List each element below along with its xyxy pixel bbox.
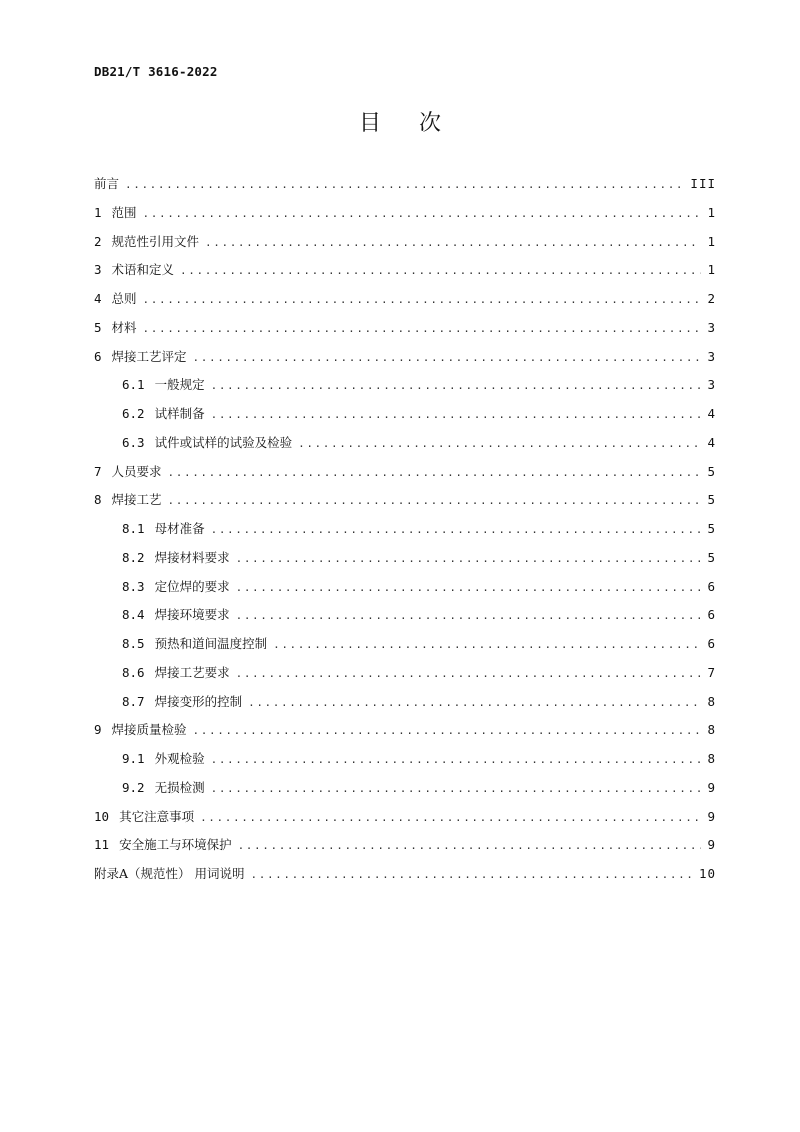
- dot-leader: [168, 487, 702, 516]
- toc-entry-title: 前言: [94, 176, 120, 191]
- toc-entry-number: 8.6: [122, 664, 145, 680]
- dot-leader: [180, 257, 701, 286]
- toc-entry-title: 无损检测: [154, 779, 205, 795]
- toc-entry-number: 10: [94, 808, 110, 824]
- toc-entry-number: 4: [94, 291, 102, 306]
- dot-leader: [205, 229, 701, 258]
- toc-entry[interactable]: [94, 400, 716, 429]
- dot-leader: [211, 401, 702, 430]
- toc-entry-number: 5: [94, 319, 102, 335]
- toc-entry-page: 9: [707, 837, 716, 853]
- dot-leader: [236, 602, 702, 631]
- toc-list: [94, 170, 716, 889]
- toc-entry-page: 10: [698, 866, 716, 881]
- dot-leader: [236, 574, 702, 603]
- toc-entry-number: 8.2: [122, 549, 145, 565]
- toc-entry-page: III: [690, 176, 716, 191]
- toc-entry-title: 预热和道间温度控制: [154, 636, 268, 651]
- toc-entry[interactable]: [94, 601, 716, 630]
- toc-entry[interactable]: [94, 256, 716, 285]
- toc-entry-page: 7: [707, 664, 716, 680]
- toc-entry[interactable]: [94, 429, 716, 458]
- toc-entry-page: 5: [707, 492, 716, 508]
- toc-entry-title: 外观检验: [154, 751, 205, 766]
- toc-entry-title: 一般规定: [154, 377, 205, 393]
- toc-entry-number: 2: [94, 233, 102, 249]
- toc-entry[interactable]: [94, 228, 716, 257]
- toc-entry[interactable]: [94, 774, 716, 803]
- toc-entry-title: 范围: [111, 204, 137, 220]
- toc-entry[interactable]: [94, 573, 716, 602]
- toc-entry[interactable]: [94, 803, 716, 832]
- toc-entry[interactable]: [94, 745, 716, 774]
- toc-entry-page: 4: [707, 406, 716, 421]
- toc-entry-page: 3: [707, 348, 716, 364]
- toc-entry[interactable]: [94, 458, 716, 487]
- dot-leader: [125, 171, 684, 200]
- toc-entry-title: 焊接工艺要求: [154, 664, 230, 680]
- toc-entry-number: 6.2: [122, 406, 145, 421]
- dot-leader: [143, 200, 702, 229]
- toc-entry-title: 总则: [111, 291, 137, 306]
- toc-entry-number: 6.1: [122, 377, 145, 393]
- dot-leader: [211, 746, 702, 775]
- dot-leader: [251, 861, 693, 890]
- document-code: DB21/T 3616-2022: [94, 64, 218, 79]
- toc-entry-title: 试样制备: [154, 406, 205, 421]
- toc-entry-number: 8.5: [122, 636, 145, 651]
- toc-entry-number: 11: [94, 837, 110, 853]
- toc-entry-number: 8.3: [122, 578, 145, 594]
- toc-entry-title: 焊接工艺评定: [111, 348, 187, 364]
- toc-entry-page: 8: [707, 751, 716, 766]
- toc-entry[interactable]: [94, 659, 716, 688]
- toc-entry[interactable]: [94, 544, 716, 573]
- toc-entry-title: 试件或试样的试验及检验: [154, 434, 293, 450]
- toc-entry[interactable]: [94, 688, 716, 717]
- dot-leader: [200, 804, 701, 833]
- toc-entry-number: 1: [94, 204, 102, 220]
- toc-entry[interactable]: [94, 285, 716, 314]
- dot-leader: [248, 689, 701, 718]
- dot-leader: [238, 832, 702, 861]
- toc-entry[interactable]: [94, 199, 716, 228]
- toc-entry-page: 8: [707, 693, 716, 709]
- toc-entry-page: 1: [707, 233, 716, 249]
- toc-entry-page: 5: [707, 463, 716, 479]
- toc-entry[interactable]: [94, 860, 716, 889]
- toc-entry-page: 6: [707, 578, 716, 594]
- toc-entry-title: 焊接工艺: [111, 492, 162, 508]
- toc-entry-title: 人员要求: [111, 463, 162, 479]
- dot-leader: [211, 775, 702, 804]
- toc-entry-number: 9: [94, 722, 102, 738]
- toc-entry[interactable]: [94, 486, 716, 515]
- toc-entry-number: 9.1: [122, 751, 145, 766]
- toc-entry-number: 8.4: [122, 607, 145, 623]
- dot-leader: [143, 315, 702, 344]
- toc-title: 目次: [358, 111, 479, 136]
- toc-entry-title: 规范性引用文件: [111, 233, 200, 249]
- toc-entry-number: 7: [94, 463, 102, 479]
- toc-entry-page: 3: [707, 319, 716, 335]
- toc-entry-page: 6: [707, 607, 716, 623]
- dot-leader: [193, 717, 702, 746]
- toc-entry-page: 6: [707, 636, 716, 651]
- toc-entry[interactable]: [94, 314, 716, 343]
- toc-entry-page: 1: [707, 262, 716, 278]
- toc-entry-title: 材料: [111, 319, 137, 335]
- dot-leader: [211, 372, 702, 401]
- toc-entry-page: 8: [707, 722, 716, 738]
- dot-leader: [211, 516, 702, 545]
- toc-entry[interactable]: [94, 170, 716, 199]
- toc-entry-title: 母材准备: [154, 521, 205, 536]
- toc-entry-title: 焊接材料要求: [154, 549, 230, 565]
- toc-entry-page: 1: [707, 204, 716, 220]
- dot-leader: [193, 344, 702, 373]
- toc-entry[interactable]: [94, 831, 716, 860]
- toc-entry-number: 3: [94, 262, 102, 278]
- toc-entry-number: 9.2: [122, 779, 145, 795]
- toc-entry[interactable]: [94, 343, 716, 372]
- toc-entry[interactable]: [94, 716, 716, 745]
- toc-entry-page: 5: [707, 521, 716, 536]
- toc-entry-title: 附录A（规范性） 用词说明: [94, 866, 245, 881]
- toc-entry-page: 2: [707, 291, 716, 306]
- toc-entry-number: 8.1: [122, 521, 145, 536]
- dot-leader: [143, 286, 702, 315]
- toc-entry-title: 定位焊的要求: [154, 578, 230, 594]
- dot-leader: [298, 430, 701, 459]
- dot-leader: [236, 660, 702, 689]
- toc-entry-page: 4: [707, 434, 716, 450]
- toc-entry-page: 5: [707, 549, 716, 565]
- toc-entry-number: 8: [94, 492, 102, 508]
- toc-entry-title: 焊接环境要求: [154, 607, 230, 623]
- toc-entry-title: 术语和定义: [111, 262, 175, 278]
- toc-entry[interactable]: [94, 630, 716, 659]
- toc-entry-page: 3: [707, 377, 716, 393]
- toc-entry-title: 焊接质量检验: [111, 722, 187, 738]
- toc-entry-title: 焊接变形的控制: [154, 693, 243, 709]
- toc-entry[interactable]: [94, 515, 716, 544]
- toc-entry[interactable]: [94, 371, 716, 400]
- toc-entry-number: 6: [94, 348, 102, 364]
- toc-entry-page: 9: [707, 808, 716, 824]
- toc-entry-title: 安全施工与环境保护: [119, 837, 232, 853]
- toc-entry-number: 6.3: [122, 434, 145, 450]
- dot-leader: [168, 459, 702, 488]
- toc-entry-number: 8.7: [122, 693, 145, 709]
- toc-entry-page: 9: [707, 779, 716, 795]
- dot-leader: [236, 545, 702, 574]
- dot-leader: [273, 631, 701, 660]
- toc-entry-title: 其它注意事项: [119, 808, 195, 824]
